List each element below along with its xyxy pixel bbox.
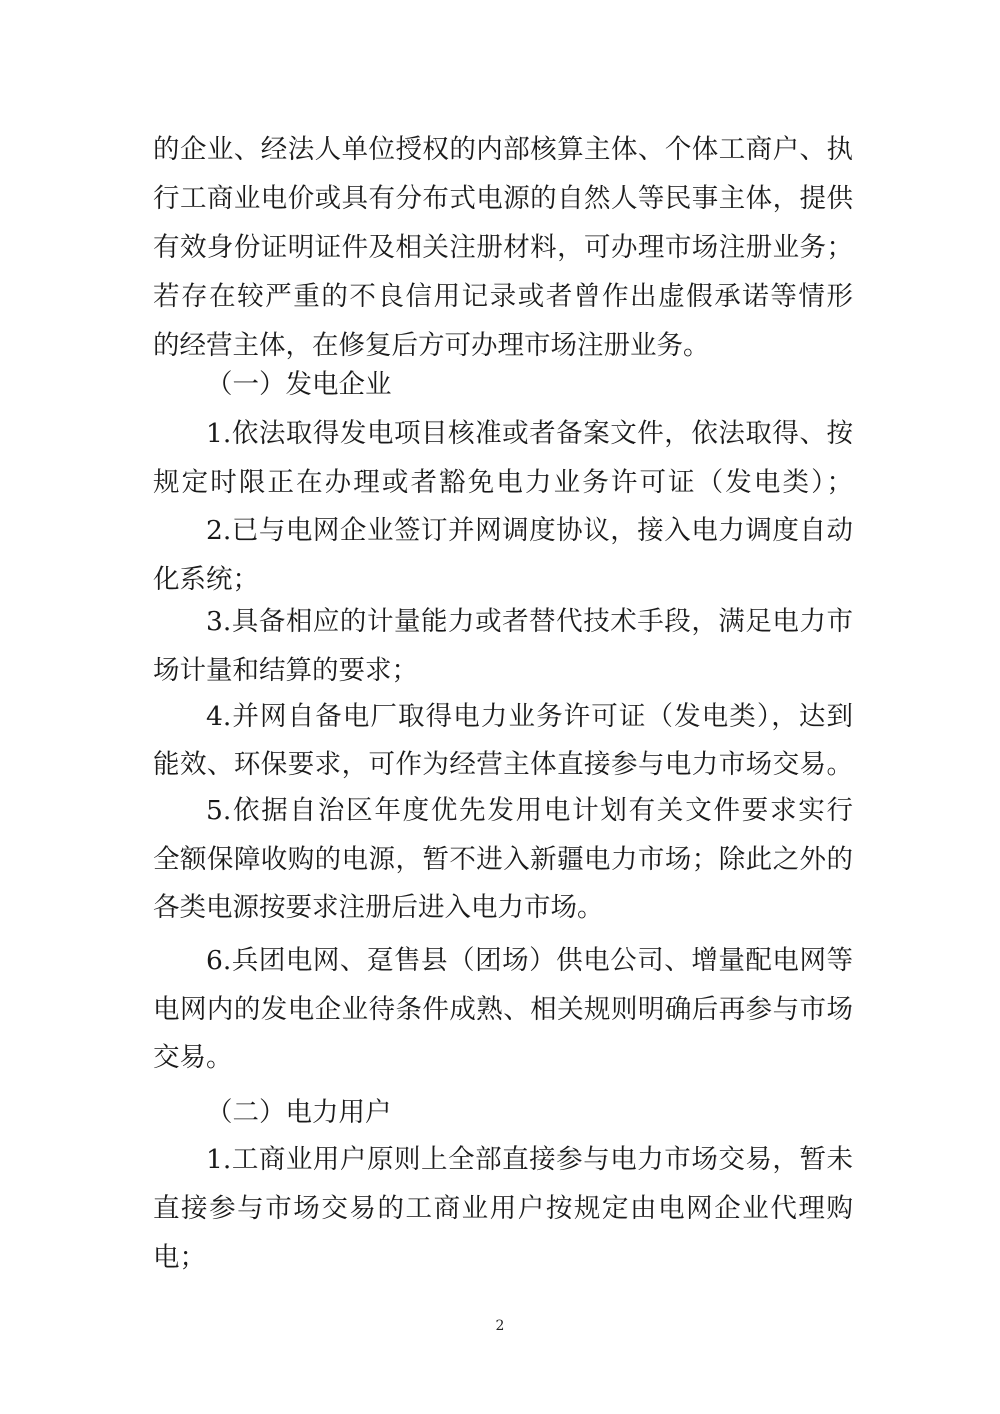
list-item-text: 各类电源按要求注册后进入电力市场。 (153, 892, 604, 923)
list-item-text: 5.依据自治区年度优先发用电计划有关文件要求实行 (206, 795, 853, 826)
body-text-line: 若存在较严重的不良信用记录或者曾作出虚假承诺等情形 (153, 281, 853, 312)
list-item-text: 4.并网自备电厂取得电力业务许可证（发电类），达到 (206, 701, 853, 732)
list-item-text: 1.依法取得发电项目核准或者备案文件，依法取得、按 (206, 418, 853, 449)
list-item-text: 场计量和结算的要求； (153, 655, 418, 686)
list-item-text: 1.工商业用户原则上全部直接参与电力市场交易，暂未 (206, 1144, 853, 1175)
list-item-text: 3.具备相应的计量能力或者替代技术手段，满足电力市 (206, 606, 853, 637)
list-item-text: 规定时限正在办理或者豁免电力业务许可证（发电类）； (153, 467, 853, 498)
list-item-text: 2.已与电网企业签订并网调度协议，接入电力调度自动 (206, 515, 853, 546)
list-item-text: 交易。 (153, 1042, 233, 1073)
list-item-text: 全额保障收购的电源，暂不进入新疆电力市场；除此之外的 (153, 844, 853, 875)
section-heading-power-users: （二）电力用户 (206, 1097, 392, 1128)
section-heading-power-generation: （一）发电企业 (206, 369, 392, 400)
list-item-text: 化系统； (153, 564, 259, 595)
body-text-line: 有效身份证明证件及相关注册材料，可办理市场注册业务； (153, 232, 853, 263)
body-text-line: 的经营主体，在修复后方可办理市场注册业务。 (153, 330, 710, 361)
list-item-text: 直接参与市场交易的工商业用户按规定由电网企业代理购 (153, 1193, 853, 1224)
body-text-line: 的企业、经法人单位授权的内部核算主体、个体工商户、执 (153, 134, 853, 165)
list-item-text: 6.兵团电网、趸售县（团场）供电公司、增量配电网等 (206, 945, 853, 976)
list-item-text: 能效、环保要求，可作为经营主体直接参与电力市场交易。 (153, 749, 853, 780)
list-item-text: 电； (153, 1242, 206, 1273)
page-number: 2 (495, 1318, 505, 1334)
body-text-line: 行工商业电价或具有分布式电源的自然人等民事主体，提供 (153, 183, 853, 214)
list-item-text: 电网内的发电企业待条件成熟、相关规则明确后再参与市场 (153, 994, 853, 1025)
